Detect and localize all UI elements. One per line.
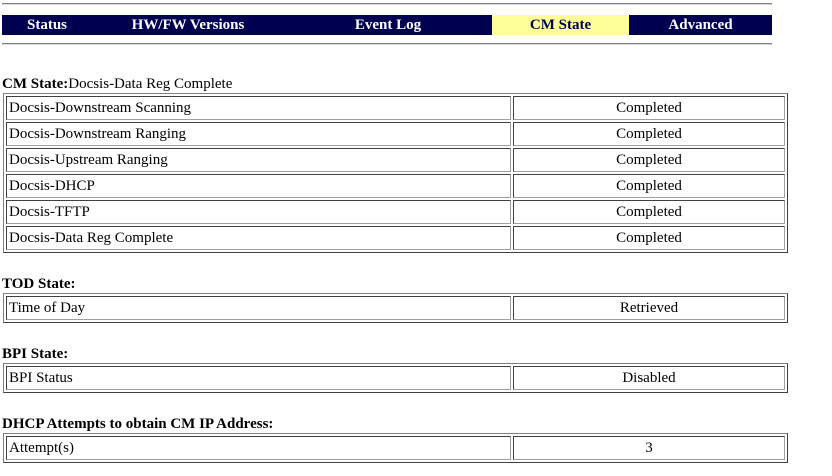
row-name: Docsis-Downstream Scanning [6,96,511,120]
tab-cm-state[interactable]: CM State [492,15,629,35]
row-name: Docsis-DHCP [6,174,511,198]
bpi-state-heading: BPI State: [2,346,69,362]
dhcp-attempts-heading: DHCP Attempts to obtain CM IP Address: [2,416,274,432]
row-name: Docsis-Upstream Ranging [6,148,511,172]
row-name: Docsis-TFTP [6,200,511,224]
table-row [6,366,785,390]
row-value: Retrieved [513,296,785,320]
table-row [6,436,785,460]
dhcp-attempts-title [2,416,273,433]
cm-state-value: Docsis-Data Reg Complete [68,76,233,92]
table-row [6,226,785,250]
top-divider [2,3,772,5]
table-row [6,122,785,146]
row-value: Completed [513,96,785,120]
bpi-state-title [2,346,68,363]
bpi-state-table [3,363,788,393]
row-value: Completed [513,200,785,224]
table-row [6,296,785,320]
row-value: Completed [513,122,785,146]
row-name: Time of Day [6,296,511,320]
tod-state-title [2,276,75,293]
row-value: Completed [513,148,785,172]
row-value: Completed [513,226,785,250]
cm-state-heading: CM State: [2,76,69,92]
row-name: Docsis-Data Reg Complete [6,226,511,250]
row-value: Completed [513,174,785,198]
tab-status[interactable]: Status [26,17,67,33]
table-row [6,174,785,198]
cm-state-title [2,76,232,93]
nav-tab-bar [2,15,772,35]
row-name: Attempt(s) [6,436,511,460]
tab-advanced[interactable]: Advanced [668,17,733,33]
row-name: BPI Status [6,366,511,390]
tab-hw-fw-versions[interactable]: HW/FW Versions [131,17,245,33]
table-row [6,96,785,120]
row-name: Docsis-Downstream Ranging [6,122,511,146]
row-value: 3 [513,436,785,460]
table-row [6,148,785,172]
row-value: Disabled [513,366,785,390]
tod-state-table [3,293,788,323]
tab-event-log[interactable]: Event Log [354,17,422,33]
dhcp-attempts-table [3,433,788,463]
bottom-divider [2,43,772,45]
table-row [6,200,785,224]
cm-state-table [3,93,788,253]
tod-state-heading: TOD State: [2,276,76,292]
